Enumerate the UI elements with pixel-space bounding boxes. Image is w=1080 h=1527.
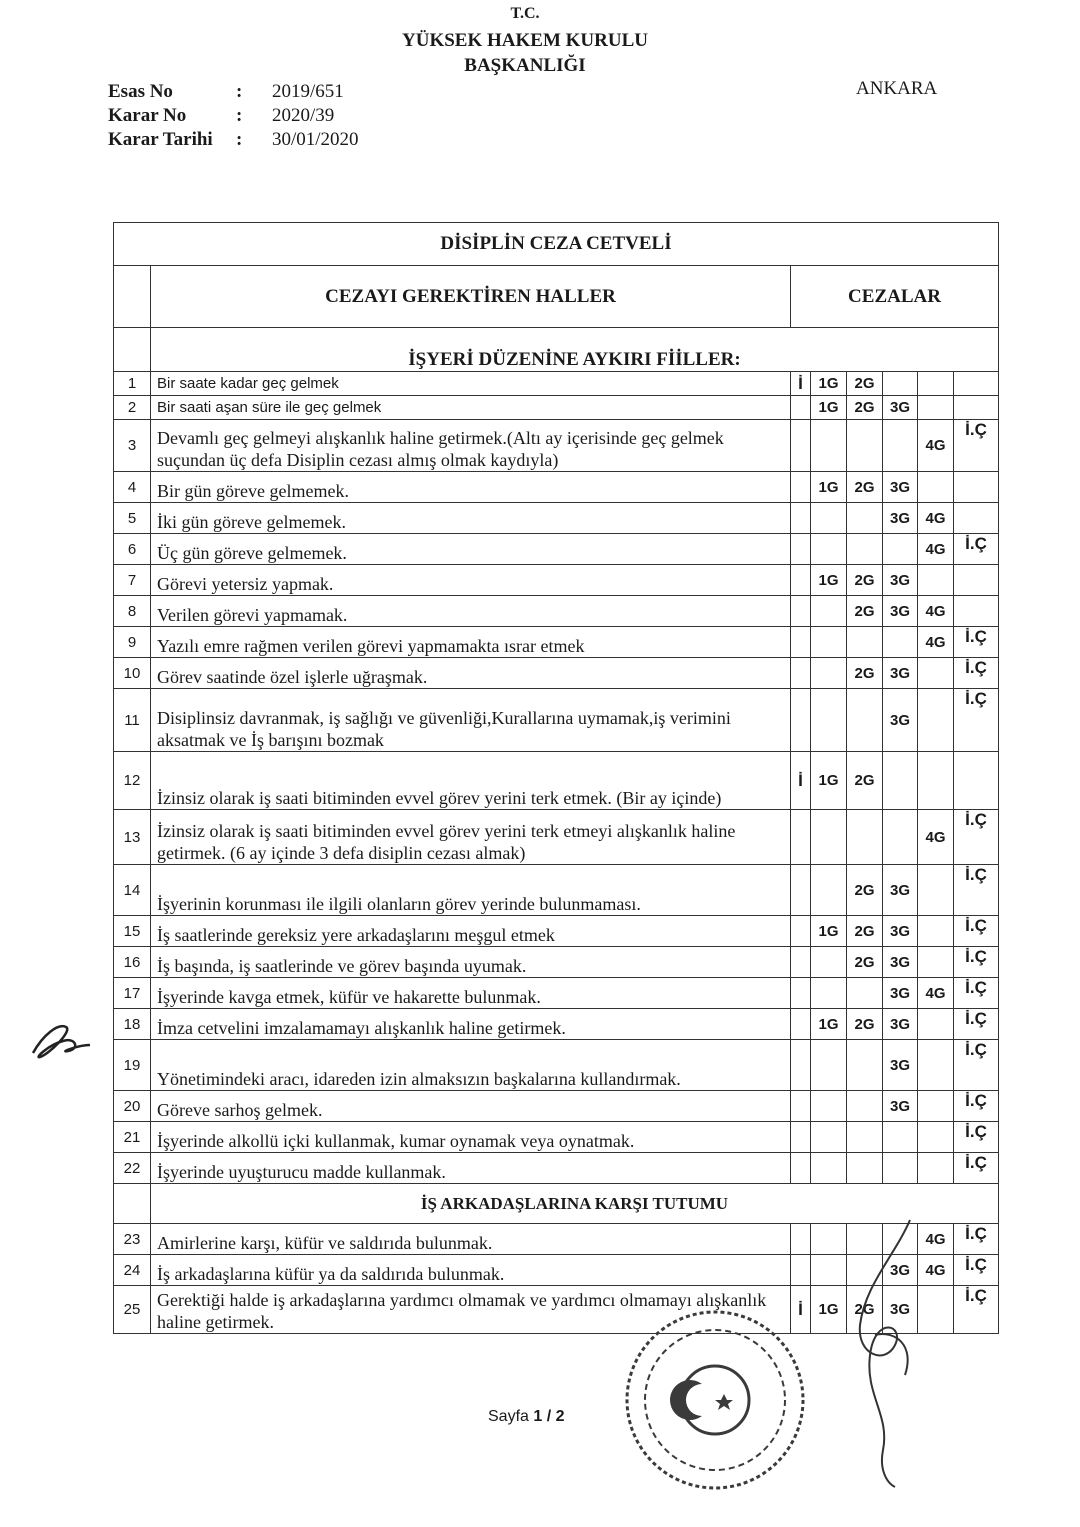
- table-row: [114, 810, 999, 865]
- row-description: Devamlı geç gelmeyi alışkanlık haline getirmek.(Altı ay içerisinde geç gelmek suçundan üç defa Disiplin cezası almış olmak kaydıyla): [151, 420, 791, 472]
- penalty-cell: [791, 1224, 811, 1255]
- page-number: [488, 1408, 565, 1426]
- tarih-row: [108, 128, 359, 152]
- penalty-cell: 1G: [811, 372, 847, 396]
- penalty-cell: [847, 420, 883, 472]
- row-description: Görev saatinde özel işlerle uğraşmak.: [151, 658, 791, 689]
- penalty-cell: 4G: [918, 503, 954, 534]
- penalty-cell: 4G: [918, 1224, 954, 1255]
- row-description: Göreve sarhoş gelmek.: [151, 1091, 791, 1122]
- penalty-cell: [811, 810, 847, 865]
- penalty-cell: 3G: [883, 916, 918, 947]
- karar-value: 2020/39: [272, 105, 335, 126]
- row-description: İki gün göreve gelmemek.: [151, 503, 791, 534]
- penalty-cell: [811, 1040, 847, 1091]
- penalty-cell: 1G: [811, 472, 847, 503]
- row-number: 5: [114, 503, 151, 534]
- row-description: İş başında, iş saatlerinde ve görev başında uyumak.: [151, 947, 791, 978]
- row-number: 2: [114, 396, 151, 420]
- table-row: [114, 978, 999, 1009]
- empty-cell: [114, 328, 151, 372]
- penalty-cell: [918, 689, 954, 752]
- penalty-cell: 2G: [847, 916, 883, 947]
- header-tc: T.C.: [510, 5, 540, 22]
- row-description: İşyerinde kavga etmek, küfür ve hakarette bulunmak.: [151, 978, 791, 1009]
- penalty-cell: 2G: [847, 1009, 883, 1040]
- penalty-cell: 4G: [918, 1255, 954, 1286]
- penalty-cell: İ.Ç: [954, 689, 999, 752]
- penalty-cell: 3G: [883, 396, 918, 420]
- penalty-cell: [847, 1091, 883, 1122]
- row-description: Bir gün göreve gelmemek.: [151, 472, 791, 503]
- penalty-cell: [883, 420, 918, 472]
- penalty-cell: 2G: [847, 372, 883, 396]
- table-row: [114, 916, 999, 947]
- penalty-cell: İ.Ç: [954, 1091, 999, 1122]
- penalty-cell: İ.Ç: [954, 1040, 999, 1091]
- penalty-cell: [791, 810, 811, 865]
- esas-label: Esas No: [108, 81, 173, 102]
- penalty-cell: 1G: [811, 752, 847, 810]
- page-separator: /: [546, 1408, 552, 1425]
- penalty-cell: 3G: [883, 978, 918, 1009]
- table-title: DİSİPLİN CEZA CETVELİ: [114, 223, 999, 266]
- penalty-cell: [811, 865, 847, 916]
- penalty-cell: [791, 1255, 811, 1286]
- penalty-cell: 2G: [847, 658, 883, 689]
- penalty-cell: [791, 420, 811, 472]
- penalty-cell: 1G: [811, 1286, 847, 1334]
- row-number: 25: [114, 1286, 151, 1334]
- signature-scribble: [835, 1215, 995, 1495]
- row-number: 10: [114, 658, 151, 689]
- penalty-cell: [791, 503, 811, 534]
- penalty-cell: [918, 372, 954, 396]
- penalty-cell: [883, 810, 918, 865]
- penalty-cell: İ.Ç: [954, 534, 999, 565]
- penalty-cell: 4G: [918, 627, 954, 658]
- penalty-cell: [954, 596, 999, 627]
- penalty-cell: İ.Ç: [954, 947, 999, 978]
- penalty-cell: [883, 534, 918, 565]
- penalty-cell: 1G: [811, 1009, 847, 1040]
- city-label: ANKARA: [856, 78, 938, 99]
- row-description: İş arkadaşlarına küfür ya da saldırıda bulunmak.: [151, 1255, 791, 1286]
- tarih-label: Karar Tarihi: [108, 129, 213, 150]
- penalty-cell: [791, 1153, 811, 1184]
- penalty-cell: İ.Ç: [954, 978, 999, 1009]
- karar-label: Karar No: [108, 105, 187, 126]
- row-description: İmza cetvelini imzalamamayı alışkanlık haline getirmek.: [151, 1009, 791, 1040]
- penalty-cell: [791, 865, 811, 916]
- penalty-cell: İ.Ç: [954, 1286, 999, 1334]
- page-total: 2: [555, 1408, 565, 1425]
- penalty-cell: [918, 752, 954, 810]
- penalty-cell: 2G: [847, 472, 883, 503]
- penalty-cell: 1G: [811, 565, 847, 596]
- penalty-cell: [791, 1009, 811, 1040]
- penalty-cell: [918, 1091, 954, 1122]
- table-row: [114, 947, 999, 978]
- row-number: 3: [114, 420, 151, 472]
- table-row: [114, 1122, 999, 1153]
- penalty-cell: 3G: [883, 1040, 918, 1091]
- penalty-cell: 1G: [811, 916, 847, 947]
- penalty-cell: 3G: [883, 1091, 918, 1122]
- row-description: İzinsiz olarak iş saati bitiminden evvel görev yerini terk etmeyi alışkanlık haline getirmek. (6 ay içinde 3 defa disiplin cezası almak): [151, 810, 791, 865]
- penalty-cell: [847, 689, 883, 752]
- penalty-cell: [954, 472, 999, 503]
- penalty-cell: [791, 396, 811, 420]
- page-prefix: Sayfa: [488, 1408, 529, 1425]
- colon: :: [236, 105, 243, 126]
- row-description: İşyerinde uyuşturucu madde kullanmak.: [151, 1153, 791, 1184]
- penalty-cell: [791, 658, 811, 689]
- penalty-cell: 3G: [883, 1255, 918, 1286]
- penalty-cell: [883, 1122, 918, 1153]
- row-description: Yazılı emre rağmen verilen görevi yapmamakta ısrar etmek: [151, 627, 791, 658]
- penalty-cell: 4G: [918, 810, 954, 865]
- penalty-cell: İ.Ç: [954, 1009, 999, 1040]
- table-row: [114, 396, 999, 420]
- penalty-cell: [918, 1009, 954, 1040]
- penalty-cell: [954, 503, 999, 534]
- penalty-cell: [791, 472, 811, 503]
- penalty-cell: [954, 752, 999, 810]
- penalty-cell: 2G: [847, 947, 883, 978]
- penalty-cell: [918, 1122, 954, 1153]
- penalty-cell: İ: [791, 1286, 811, 1334]
- page-current: 1: [533, 1408, 543, 1425]
- penalty-cell: [883, 1153, 918, 1184]
- penalty-cell: [811, 627, 847, 658]
- karar-row: [108, 104, 359, 128]
- penalty-cell: İ.Ç: [954, 420, 999, 472]
- penalty-cell: [791, 596, 811, 627]
- row-description: İşyerinin korunması ile ilgili olanların görev yerinde bulunmaması.: [151, 865, 791, 916]
- penalty-cell: [847, 978, 883, 1009]
- penalty-cell: 4G: [918, 420, 954, 472]
- penalty-cell: [811, 947, 847, 978]
- table-row: [114, 752, 999, 810]
- penalty-cell: [918, 1040, 954, 1091]
- penalty-cell: [918, 396, 954, 420]
- table-row: [114, 1153, 999, 1184]
- penalty-cell: 4G: [918, 978, 954, 1009]
- header-institution: YÜKSEK HAKEM KURULU: [402, 30, 648, 51]
- penalty-cell: [791, 947, 811, 978]
- penalty-cell: [918, 472, 954, 503]
- section-heading-workplace: İŞYERİ DÜZENİNE AYKIRI FİİLLER:: [151, 328, 999, 372]
- penalty-cell: [811, 503, 847, 534]
- penalty-cell: İ.Ç: [954, 1122, 999, 1153]
- penalty-cell: [847, 627, 883, 658]
- penalty-cell: [847, 534, 883, 565]
- row-number: 14: [114, 865, 151, 916]
- penalty-cell: [847, 1040, 883, 1091]
- column-header-cezalar: CEZALAR: [791, 266, 999, 328]
- penalty-cell: [847, 503, 883, 534]
- penalty-table: [113, 222, 999, 1334]
- row-number: 11: [114, 689, 151, 752]
- penalty-cell: [847, 1153, 883, 1184]
- penalty-cell: [811, 596, 847, 627]
- penalty-cell: [811, 978, 847, 1009]
- penalty-cell: İ: [791, 372, 811, 396]
- row-number: 12: [114, 752, 151, 810]
- penalty-cell: 2G: [847, 752, 883, 810]
- penalty-cell: [918, 916, 954, 947]
- penalty-cell: [954, 372, 999, 396]
- penalty-cell: 3G: [883, 947, 918, 978]
- row-description: Görevi yetersiz yapmak.: [151, 565, 791, 596]
- row-description: Disiplinsiz davranmak, iş sağlığı ve güvenliği,Kurallarına uymamak,iş verimini aksatmak ve İş barışını bozmak: [151, 689, 791, 752]
- penalty-cell: [811, 1122, 847, 1153]
- colon: :: [236, 81, 243, 102]
- header-presidency: BAŞKANLIĞI: [464, 55, 586, 76]
- row-number: 20: [114, 1091, 151, 1122]
- penalty-cell: 3G: [883, 503, 918, 534]
- row-description: Bir saati aşan süre ile geç gelmek: [151, 396, 791, 420]
- penalty-cell: İ: [791, 752, 811, 810]
- row-number: 8: [114, 596, 151, 627]
- penalty-cell: [847, 1122, 883, 1153]
- penalty-cell: [791, 1091, 811, 1122]
- row-number: 7: [114, 565, 151, 596]
- penalty-cell: [791, 534, 811, 565]
- table-row: [114, 658, 999, 689]
- penalty-cell: [883, 627, 918, 658]
- section-heading-colleagues: İŞ ARKADAŞLARINA KARŞI TUTUMU: [151, 1184, 999, 1224]
- table-row: [114, 1091, 999, 1122]
- penalty-cell: 4G: [918, 534, 954, 565]
- penalty-cell: 4G: [918, 596, 954, 627]
- table-row: [114, 565, 999, 596]
- penalty-cell: İ.Ç: [954, 1255, 999, 1286]
- case-meta: [108, 80, 359, 152]
- row-description: Gerektiği halde iş arkadaşlarına yardımcı olmamak ve yardımcı olmamayı alışkanlık haline getirmek.: [151, 1286, 791, 1334]
- penalty-cell: 3G: [883, 1009, 918, 1040]
- penalty-cell: [791, 1122, 811, 1153]
- empty-cell: [114, 266, 151, 328]
- table-row: [114, 472, 999, 503]
- penalty-cell: [918, 865, 954, 916]
- penalty-cell: 2G: [847, 1286, 883, 1334]
- penalty-cell: [811, 1153, 847, 1184]
- row-description: Bir saate kadar geç gelmek: [151, 372, 791, 396]
- penalty-cell: İ.Ç: [954, 916, 999, 947]
- table-row: [114, 1009, 999, 1040]
- penalty-cell: İ.Ç: [954, 1153, 999, 1184]
- penalty-cell: İ.Ç: [954, 1224, 999, 1255]
- paraf-initials: [28, 1015, 98, 1065]
- penalty-cell: [791, 565, 811, 596]
- penalty-cell: 2G: [847, 865, 883, 916]
- row-description: Amirlerine karşı, küfür ve saldırıda bulunmak.: [151, 1224, 791, 1255]
- colon: :: [236, 129, 243, 150]
- penalty-cell: [791, 1040, 811, 1091]
- penalty-cell: [811, 420, 847, 472]
- table-row: [114, 1040, 999, 1091]
- esas-row: [108, 80, 359, 104]
- row-description: Yönetimindeki aracı, idareden izin almaksızın başkalarına kullandırmak.: [151, 1040, 791, 1091]
- penalty-cell: [811, 689, 847, 752]
- penalty-cell: 3G: [883, 1286, 918, 1334]
- penalty-cell: 3G: [883, 658, 918, 689]
- penalty-cell: İ.Ç: [954, 627, 999, 658]
- penalty-cell: 1G: [811, 396, 847, 420]
- penalty-cell: [791, 978, 811, 1009]
- empty-cell: [114, 1184, 151, 1224]
- penalty-cell: [883, 752, 918, 810]
- row-number: 23: [114, 1224, 151, 1255]
- row-number: 18: [114, 1009, 151, 1040]
- table-row: [114, 865, 999, 916]
- penalty-cell: 3G: [883, 472, 918, 503]
- penalty-cell: [918, 565, 954, 596]
- table-row: [114, 596, 999, 627]
- penalty-cell: 3G: [883, 565, 918, 596]
- penalty-cell: 3G: [883, 865, 918, 916]
- row-number: 4: [114, 472, 151, 503]
- official-seal-stamp: [620, 1300, 820, 1500]
- penalty-cell: İ.Ç: [954, 810, 999, 865]
- column-header-haller: CEZAYI GEREKTİREN HALLER: [151, 266, 791, 328]
- penalty-cell: [791, 916, 811, 947]
- penalty-cell: [791, 627, 811, 658]
- penalty-cell: [918, 658, 954, 689]
- penalty-cell: 3G: [883, 689, 918, 752]
- row-description: İşyerinde alkollü içki kullanmak, kumar oynamak veya oynatmak.: [151, 1122, 791, 1153]
- penalty-cell: [918, 947, 954, 978]
- tarih-value: 30/01/2020: [272, 129, 359, 150]
- penalty-cell: [954, 396, 999, 420]
- row-description: İş saatlerinde gereksiz yere arkadaşlarını meşgul etmek: [151, 916, 791, 947]
- esas-value: 2019/651: [272, 81, 344, 102]
- table-row: [114, 420, 999, 472]
- penalty-cell: [847, 810, 883, 865]
- row-number: 16: [114, 947, 151, 978]
- penalty-cell: [811, 534, 847, 565]
- row-number: 1: [114, 372, 151, 396]
- table-row: [114, 372, 999, 396]
- table-row: [114, 627, 999, 658]
- penalty-cell: [918, 1153, 954, 1184]
- table-row: [114, 503, 999, 534]
- penalty-cell: [811, 1091, 847, 1122]
- row-number: 24: [114, 1255, 151, 1286]
- row-description: İzinsiz olarak iş saati bitiminden evvel görev yerini terk etmek. (Bir ay içinde): [151, 752, 791, 810]
- penalty-cell: 2G: [847, 596, 883, 627]
- penalty-cell: 2G: [847, 396, 883, 420]
- row-number: 6: [114, 534, 151, 565]
- penalty-cell: [811, 658, 847, 689]
- penalty-cell: 3G: [883, 596, 918, 627]
- row-description: Üç gün göreve gelmemek.: [151, 534, 791, 565]
- table-row: [114, 689, 999, 752]
- row-number: 17: [114, 978, 151, 1009]
- row-description: Verilen görevi yapmamak.: [151, 596, 791, 627]
- penalty-cell: İ.Ç: [954, 658, 999, 689]
- penalty-cell: [791, 689, 811, 752]
- penalty-cell: 2G: [847, 565, 883, 596]
- row-number: 19: [114, 1040, 151, 1091]
- penalty-cell: [954, 565, 999, 596]
- row-number: 22: [114, 1153, 151, 1184]
- row-number: 9: [114, 627, 151, 658]
- penalty-cell: [883, 372, 918, 396]
- table-row: [114, 534, 999, 565]
- row-number: 21: [114, 1122, 151, 1153]
- penalty-cell: İ.Ç: [954, 865, 999, 916]
- row-number: 13: [114, 810, 151, 865]
- row-number: 15: [114, 916, 151, 947]
